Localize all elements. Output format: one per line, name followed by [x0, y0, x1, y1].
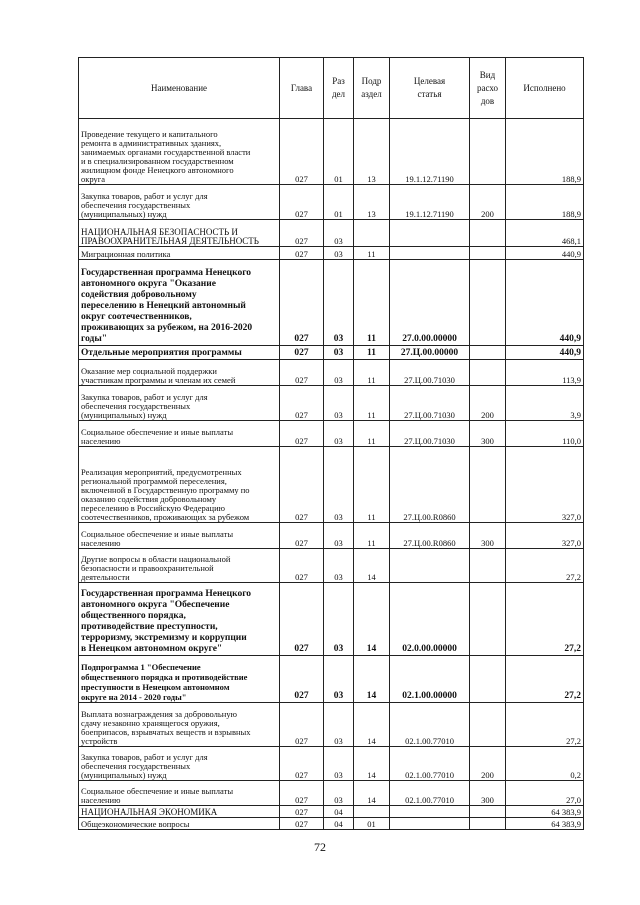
cell-executed: 188,9	[506, 119, 584, 185]
cell-vid: 200	[470, 747, 506, 781]
cell-razdel: 03	[324, 703, 354, 747]
cell-target: 02.1.00.77010	[390, 781, 470, 806]
cell-razdel: 03	[324, 747, 354, 781]
cell-podrazdel: 11	[354, 247, 390, 260]
cell-vid: 200	[470, 185, 506, 220]
cell-vid	[470, 549, 506, 583]
table-row	[79, 119, 584, 185]
table-row	[79, 220, 584, 247]
cell-glava: 027	[280, 119, 324, 185]
cell-executed: 110,0	[506, 421, 584, 447]
cell-podrazdel: 14	[354, 747, 390, 781]
cell-target: 02.0.00.00000	[390, 583, 470, 656]
table-row	[79, 523, 584, 549]
cell-name: НАЦИОНАЛЬНАЯ БЕЗОПАСНОСТЬ И ПРАВООХРАНИТЕЛЬНАЯ ДЕЯТЕЛЬНОСТЬ	[79, 220, 280, 247]
cell-glava: 027	[280, 360, 324, 386]
cell-vid	[470, 260, 506, 346]
cell-podrazdel: 14	[354, 703, 390, 747]
cell-podrazdel: 14	[354, 583, 390, 656]
cell-glava: 027	[280, 703, 324, 747]
cell-name: Социальное обеспечение и иные выплаты населению	[79, 781, 280, 806]
cell-glava: 027	[280, 781, 324, 806]
cell-executed: 27,2	[506, 583, 584, 656]
cell-razdel: 03	[324, 360, 354, 386]
cell-razdel: 03	[324, 220, 354, 247]
table-row	[79, 549, 584, 583]
cell-name: Миграционная политика	[79, 247, 280, 260]
cell-name: Социальное обеспечение и иные выплаты населению	[79, 523, 280, 549]
cell-target: 02.1.00.00000	[390, 656, 470, 703]
cell-glava: 027	[280, 523, 324, 549]
budget-table	[78, 57, 584, 830]
cell-vid	[470, 806, 506, 818]
cell-glava: 027	[280, 818, 324, 830]
cell-glava: 027	[280, 220, 324, 247]
cell-target: 19.1.12.71190	[390, 119, 470, 185]
cell-executed: 64 383,9	[506, 806, 584, 818]
cell-podrazdel	[354, 220, 390, 247]
cell-podrazdel: 11	[354, 447, 390, 523]
cell-executed: 3,9	[506, 386, 584, 421]
header-glava: Глава	[280, 58, 324, 119]
table-row	[79, 583, 584, 656]
cell-executed: 327,0	[506, 447, 584, 523]
cell-podrazdel: 11	[354, 346, 390, 360]
cell-podrazdel: 14	[354, 781, 390, 806]
cell-razdel: 03	[324, 447, 354, 523]
cell-glava: 027	[280, 260, 324, 346]
cell-executed: 440,9	[506, 260, 584, 346]
cell-vid	[470, 119, 506, 185]
cell-target: 27.Ц.00.71030	[390, 421, 470, 447]
cell-vid	[470, 447, 506, 523]
cell-glava: 027	[280, 549, 324, 583]
cell-vid	[470, 360, 506, 386]
table-row	[79, 386, 584, 421]
cell-vid	[470, 818, 506, 830]
cell-razdel: 01	[324, 119, 354, 185]
table-row	[79, 360, 584, 386]
cell-executed: 27,0	[506, 781, 584, 806]
cell-podrazdel: 14	[354, 549, 390, 583]
cell-executed: 113,9	[506, 360, 584, 386]
cell-name: Выплата вознаграждения за добровольную сдачу незаконно хранящегося оружия, боеприпасов, взрывчатых веществ и взрывных устройств	[79, 703, 280, 747]
table-header-row	[79, 58, 584, 119]
cell-target	[390, 247, 470, 260]
cell-target	[390, 818, 470, 830]
header-target: Целевая статья	[390, 58, 470, 119]
cell-name: Подпрограмма 1 "Обеспечение общественного порядка и противодействие преступности в Ненецком автономном округе на 2014 - 2020 годы"	[79, 656, 280, 703]
cell-podrazdel: 13	[354, 185, 390, 220]
cell-executed: 188,9	[506, 185, 584, 220]
cell-executed: 64 383,9	[506, 818, 584, 830]
cell-razdel: 03	[324, 421, 354, 447]
cell-razdel: 03	[324, 260, 354, 346]
cell-executed: 27,2	[506, 549, 584, 583]
cell-vid: 300	[470, 523, 506, 549]
cell-vid: 200	[470, 386, 506, 421]
cell-razdel: 03	[324, 346, 354, 360]
cell-target	[390, 549, 470, 583]
cell-glava: 027	[280, 806, 324, 818]
cell-name: Закупка товаров, работ и услуг для обеспечения государственных (муниципальных) нужд	[79, 386, 280, 421]
cell-podrazdel: 11	[354, 386, 390, 421]
cell-vid	[470, 583, 506, 656]
cell-razdel: 04	[324, 806, 354, 818]
cell-glava: 027	[280, 747, 324, 781]
cell-name: Социальное обеспечение и иные выплаты населению	[79, 421, 280, 447]
cell-glava: 027	[280, 583, 324, 656]
cell-executed: 327,0	[506, 523, 584, 549]
table-row	[79, 346, 584, 360]
cell-name: Государственная программа Ненецкого автономного округа "Обеспечение общественного порядка, противодействие преступности, терроризму, экстремизму и коррупции в Ненецком автономном округе"	[79, 583, 280, 656]
cell-name: Проведение текущего и капитального ремонта в административных зданиях, занимаемых органами государственной власти и в специализированном государственном жилищном фонде Ненецкого автономного округа	[79, 119, 280, 185]
cell-target	[390, 220, 470, 247]
cell-executed: 440,9	[506, 346, 584, 360]
cell-vid	[470, 656, 506, 703]
table-body	[79, 119, 584, 830]
cell-podrazdel: 11	[354, 523, 390, 549]
header-vid: Вид расхо дов	[470, 58, 506, 119]
cell-razdel: 03	[324, 386, 354, 421]
cell-glava: 027	[280, 447, 324, 523]
cell-podrazdel: 11	[354, 421, 390, 447]
cell-name: Другие вопросы в области национальной безопасности и правоохранительной деятельности	[79, 549, 280, 583]
cell-name: НАЦИОНАЛЬНАЯ ЭКОНОМИКА	[79, 806, 280, 818]
cell-target: 27.Ц.00.71030	[390, 360, 470, 386]
page-number: 72	[314, 840, 326, 854]
cell-vid	[470, 220, 506, 247]
cell-podrazdel: 01	[354, 818, 390, 830]
table-row	[79, 781, 584, 806]
cell-podrazdel: 14	[354, 656, 390, 703]
cell-executed: 440,9	[506, 247, 584, 260]
cell-name: Государственная программа Ненецкого автономного округа "Оказание содействия добровольному переселению в Ненецкий автономный округ соотечественников, проживающих за рубежом, на 2016-2020 годы"	[79, 260, 280, 346]
table-row	[79, 185, 584, 220]
cell-target: 27.Ц.00.71030	[390, 386, 470, 421]
cell-podrazdel	[354, 806, 390, 818]
cell-razdel: 03	[324, 656, 354, 703]
cell-name: Закупка товаров, работ и услуг для обеспечения государственных (муниципальных) нужд	[79, 747, 280, 781]
cell-target: 27.0.00.00000	[390, 260, 470, 346]
cell-target: 19.1.12.71190	[390, 185, 470, 220]
cell-podrazdel: 11	[354, 360, 390, 386]
cell-name: Закупка товаров, работ и услуг для обеспечения государственных (муниципальных) нужд	[79, 185, 280, 220]
cell-glava: 027	[280, 247, 324, 260]
cell-vid	[470, 703, 506, 747]
cell-podrazdel: 11	[354, 260, 390, 346]
cell-executed: 0,2	[506, 747, 584, 781]
header-executed: Исполнено	[506, 58, 584, 119]
table-row	[79, 260, 584, 346]
cell-target: 02.1.00.77010	[390, 703, 470, 747]
cell-razdel: 03	[324, 523, 354, 549]
header-name: Наименование	[79, 58, 280, 119]
table-row	[79, 747, 584, 781]
table-row	[79, 818, 584, 830]
cell-name: Общеэкономические вопросы	[79, 818, 280, 830]
table-row	[79, 421, 584, 447]
table-row	[79, 656, 584, 703]
cell-glava: 027	[280, 386, 324, 421]
cell-glava: 027	[280, 185, 324, 220]
cell-name: Оказание мер социальной поддержки участникам программы и членам их семей	[79, 360, 280, 386]
cell-razdel: 03	[324, 583, 354, 656]
table-row	[79, 447, 584, 523]
cell-target: 27.Ц.00.R0860	[390, 523, 470, 549]
table-row	[79, 247, 584, 260]
cell-razdel: 03	[324, 549, 354, 583]
cell-razdel: 03	[324, 781, 354, 806]
cell-executed: 27,2	[506, 656, 584, 703]
cell-razdel: 01	[324, 185, 354, 220]
cell-podrazdel: 13	[354, 119, 390, 185]
cell-razdel: 04	[324, 818, 354, 830]
cell-target: 02.1.00.77010	[390, 747, 470, 781]
cell-glava: 027	[280, 346, 324, 360]
cell-vid: 300	[470, 781, 506, 806]
table-row	[79, 703, 584, 747]
cell-razdel: 03	[324, 247, 354, 260]
cell-executed: 468,1	[506, 220, 584, 247]
cell-glava: 027	[280, 656, 324, 703]
cell-target	[390, 806, 470, 818]
header-razdel: Раз дел	[324, 58, 354, 119]
cell-vid	[470, 247, 506, 260]
cell-vid	[470, 346, 506, 360]
header-podrazdel: Подр аздел	[354, 58, 390, 119]
cell-executed: 27,2	[506, 703, 584, 747]
cell-name: Отдельные мероприятия программы	[79, 346, 280, 360]
cell-name: Реализация мероприятий, предусмотренных региональной программой переселения, включенной в Государственную программу по оказанию содействия добровольному переселению в Российскую Федерацию соотечественников, проживающих за рубежом	[79, 447, 280, 523]
cell-vid: 300	[470, 421, 506, 447]
cell-target: 27.Ц.00.00000	[390, 346, 470, 360]
table-row	[79, 806, 584, 818]
cell-glava: 027	[280, 421, 324, 447]
cell-target: 27.Ц.00.R0860	[390, 447, 470, 523]
